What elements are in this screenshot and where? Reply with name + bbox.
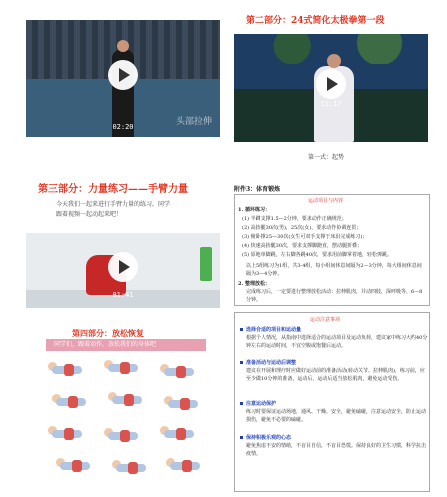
section4-title: 第四部分：放松恢复 (72, 328, 144, 338)
item1-4: (4) 快速高抬腿30次，要求支撑脚蹬直，摆动腿折叠； (242, 243, 363, 249)
play-icon[interactable] (316, 69, 346, 99)
stretch-figure (162, 392, 206, 416)
video-duration: 11:17 (320, 100, 342, 108)
tip2-title: 准备活动与运动后调整 (246, 360, 297, 366)
stretch-figure (102, 424, 146, 448)
video-duration: 01:41 (112, 291, 134, 299)
stretch-figure (46, 422, 90, 446)
bullet-icon (240, 328, 243, 331)
bullet-icon (240, 402, 243, 405)
stretch-figure (158, 360, 202, 384)
play-icon[interactable] (108, 60, 138, 90)
tip4-title: 保持积极乐观的心态 (246, 435, 292, 441)
item2-title: 2. 整理放松： (238, 281, 270, 287)
play-icon[interactable] (108, 252, 138, 282)
bullet-icon (240, 436, 243, 439)
section3-description (56, 200, 236, 220)
video-arm-strength[interactable] (26, 233, 220, 308)
item1-5: (5) 原地单脚跳，左右脚各跳40次，要求用前脚掌着地，轻松弹跳。 (242, 252, 393, 258)
item1-3: (3) 俯卧撑25—30次(女生可双手支撑于床沿完成练习)； (242, 234, 368, 240)
section2-title: 第二部分：24式简化太极拳第一段 (246, 16, 385, 26)
left-column (26, 0, 222, 497)
right-column (230, 0, 435, 497)
tip2-text: 建议在开展和理疗时应做好运动前的准备活动(转动关节、拉伸肌肉)，练习前，应至少做10分钟的准备，运动后，运动后适当放松肌肉，避免运动受伤。 (246, 368, 425, 382)
stretch-figure (54, 454, 98, 478)
item1-1: (1) 半蹲支撑1.5—2分钟，要求动作正确规范； (242, 216, 347, 222)
tip4-text: 避免焦虑不安的情绪，不盲目自信，不盲目恐慌。保持良好的卫生习惯，科学抗击疫情。 (246, 443, 427, 457)
attachment-heading: 附件3：体育锻炼 (234, 186, 281, 193)
tip1-title: 选择合适的项目和运动量 (246, 327, 302, 333)
stretch-figure (158, 422, 202, 446)
video-head-stretch[interactable] (26, 20, 220, 137)
video-caption: 第一式：起势 (308, 154, 345, 161)
stretch-figure (50, 390, 94, 414)
video-logo (200, 247, 212, 281)
video-watermark: 头部拉伸 (175, 117, 212, 127)
section3-text-line2: 跟着视频一起动起来吧！ (56, 211, 123, 218)
stretch-figure (106, 388, 150, 412)
stretch-figure (164, 454, 208, 478)
section4-banner: 同学们，跟着动作，放松我们的身体吧 (46, 339, 206, 351)
tip3-text: 练习时要保证运动场地，通风、干燥、安全，避免磕碰，注意运动安全，防止运动损伤，避免不必要的磕碰。 (246, 409, 427, 423)
video-duration: 02:20 (112, 123, 134, 131)
stretch-figure (102, 356, 146, 380)
stretch-figure (46, 358, 90, 382)
section3-title: 第三部分：力量练习——手臂力量 (38, 184, 188, 195)
bullet-icon (240, 361, 243, 364)
notes-box-title: 运动注意事项 (310, 317, 341, 323)
item1-note: 以上5组练习为1组，共3-4组，每小组间休息间隔为2—3分钟，每大组间休息间隔为3—4分钟。 (246, 263, 422, 277)
tip3-title: 注意运动保护 (246, 401, 277, 407)
stretch-figure (110, 456, 154, 480)
exercise-box-title: 运动项目与内容 (308, 198, 344, 204)
stretch-figures-illustration (46, 356, 216, 488)
item1-2: (2) 高抬腿30次(男)，25次(女)，要求动作协调连贯； (242, 225, 362, 231)
section3-text-line1: 今天我们一起来进行手臂力量的练习。同学 (56, 201, 171, 208)
video-taichi[interactable] (234, 34, 428, 142)
item1-title: 1. 循环练习： (238, 207, 270, 213)
item2-text: 完成练习后，一定要进行整理放松活动：拉伸肌肉，并动四肢，深呼吸等，6—8分钟。 (246, 289, 423, 303)
tip1-text: 根据个人情况，从指南中选择适合的运动项目及运动负荷，建议家中练习大约40分钟左右的运动时间，不宜空腹或饱餐后运动。 (246, 335, 428, 349)
